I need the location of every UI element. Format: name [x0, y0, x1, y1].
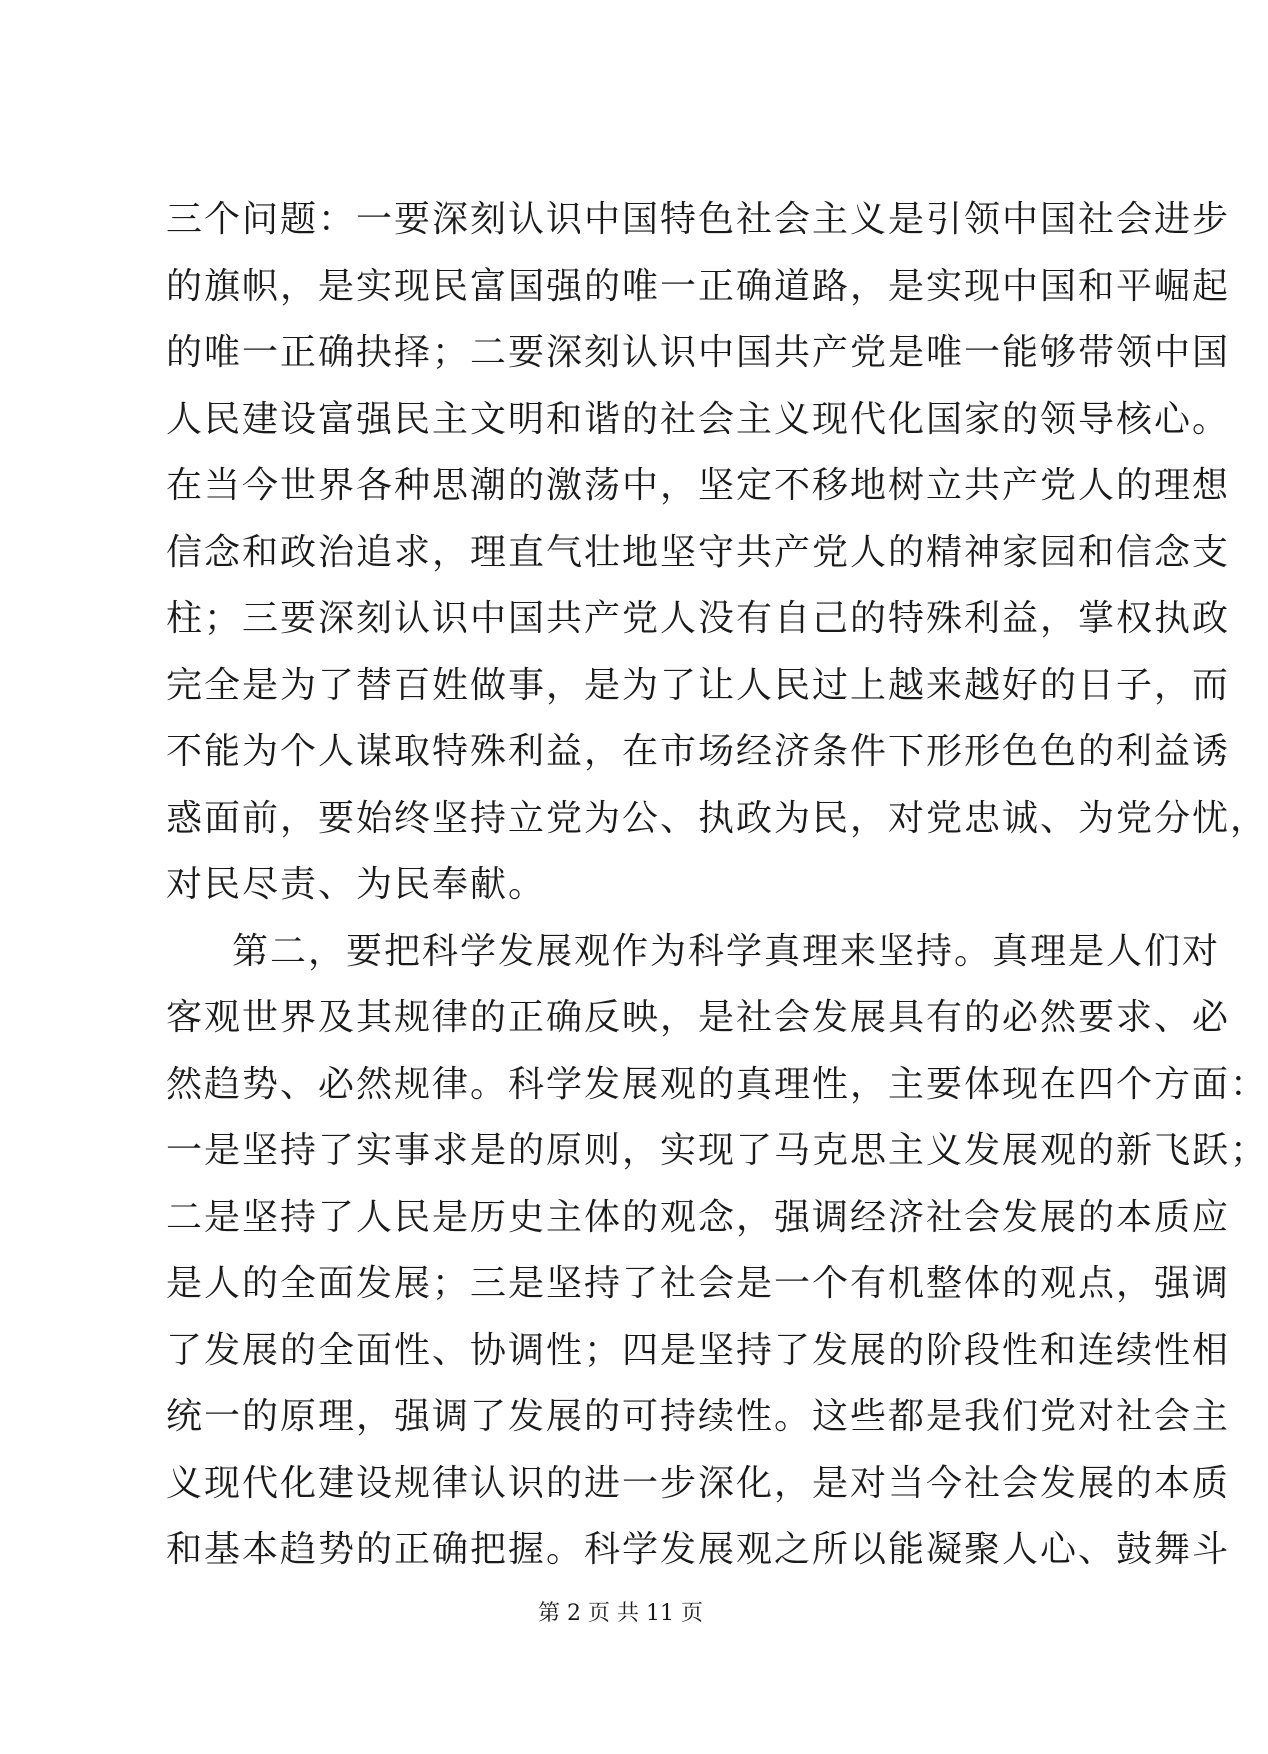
text-line: 的旗帜，是实现民富国强的唯一正确道路，是实现中国和平崛起	[166, 265, 1231, 307]
text-line: 第二，要把科学发展观作为科学真理来坚持。真理是人们对	[232, 930, 1221, 972]
text-line: 在当今世界各种思潮的激荡中，坚定不移地树立共产党人的理想	[166, 465, 1231, 506]
text-line: 然趋势、必然规律。科学发展观的真理性，主要体现在四个方面：	[166, 1063, 1268, 1105]
text-line: 统一的原理，强调了发展的可持续性。这些都是我们党对社会主	[166, 1396, 1231, 1437]
text-line: 的唯一正确抉择；二要深刻认识中国共产党是唯一能够带领中国	[166, 332, 1231, 373]
text-line: 人民建设富强民主文明和谐的社会主义现代化国家的领导核心。	[166, 398, 1231, 440]
text-line: 客观世界及其规律的正确反映，是社会发展具有的必然要求、必	[166, 997, 1231, 1038]
text-line: 完全是为了替百姓做事，是为了让人民过上越来越好的日子，而	[166, 664, 1231, 706]
text-line: 对民尽责、为民奉献。	[166, 864, 547, 905]
text-line: 柱；三要深刻认识中国共产党人没有自己的特殊利益，掌权执政	[166, 598, 1231, 639]
text-line: 义现代化建设规律认识的进一步深化，是对当今社会发展的本质	[166, 1462, 1231, 1504]
text-line: 不能为个人谋取特殊利益，在市场经济条件下形形色色的利益诱	[166, 731, 1231, 772]
page-number-footer: 第 2 页 共 11 页	[538, 1601, 703, 1626]
text-line: 信念和政治追求，理直气壮地坚守共产党人的精神家园和信念支	[166, 531, 1231, 573]
text-line: 是人的全面发展；三是坚持了社会是一个有机整体的观点，强调	[166, 1263, 1231, 1304]
text-line: 惑面前，要始终坚持立党为公、执政为民，对党忠诚、为党分忧，	[166, 797, 1268, 839]
text-line: 了发展的全面性、协调性；四是坚持了发展的阶段性和连续性相	[166, 1329, 1231, 1371]
text-line: 和基本趋势的正确把握。科学发展观之所以能凝聚人心、鼓舞斗	[166, 1529, 1231, 1570]
text-line: 三个问题：一要深刻认识中国特色社会主义是引领中国社会进步	[166, 199, 1231, 240]
text-line: 一是坚持了实事求是的原则，实现了马克思主义发展观的新飞跃；	[166, 1130, 1268, 1171]
text-line: 二是坚持了人民是历史主体的观念，强调经济社会发展的本质应	[166, 1196, 1231, 1238]
